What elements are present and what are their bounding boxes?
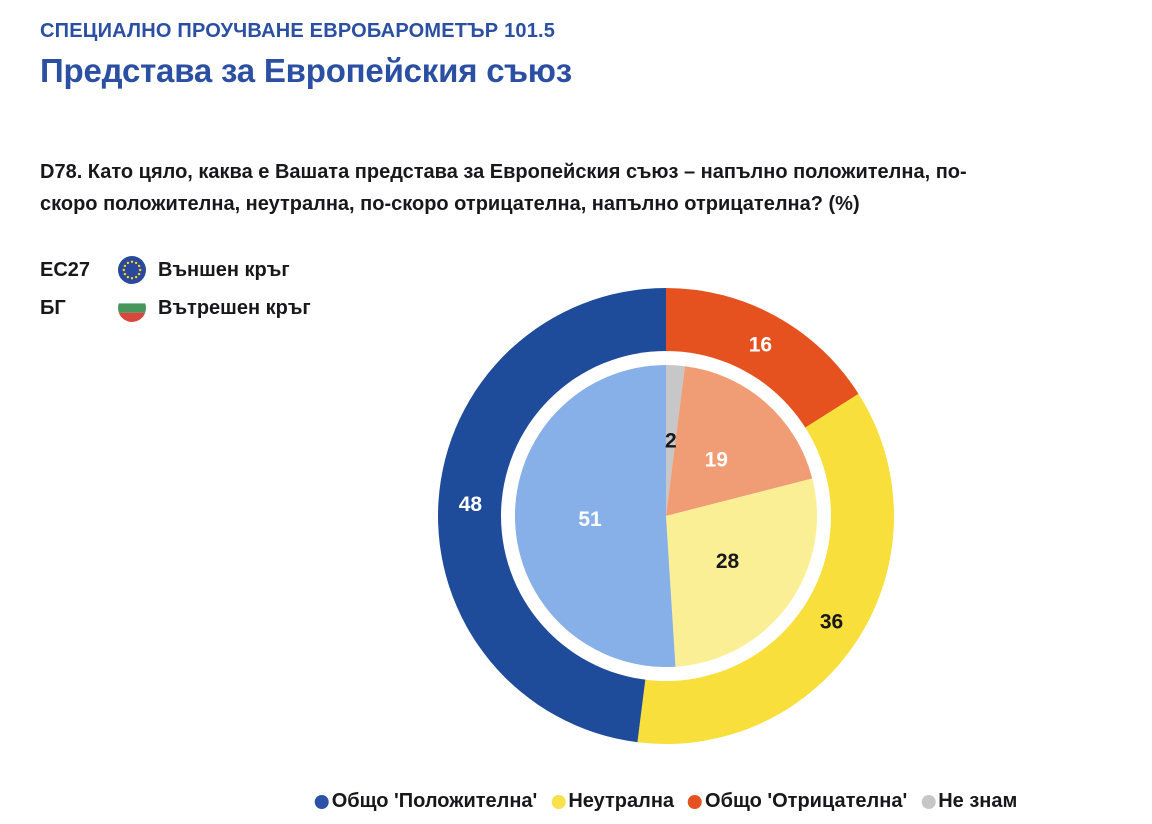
legend-item	[315, 790, 538, 813]
inner-ring-value-label-2: 28	[715, 550, 740, 574]
ring-legend-row-inner	[40, 292, 311, 324]
legend-dot	[921, 795, 935, 809]
question-line-1: D78. Като цяло, каква е Вашата представа за Европейския съюз – напълно положителна, по-	[40, 161, 967, 183]
eu-flag-icon	[118, 256, 146, 284]
ring-legend-entity-bg: БГ	[40, 296, 66, 319]
legend-label: Общо 'Отрицателна'	[705, 790, 908, 812]
legend-dot	[688, 795, 702, 809]
page-title: Представа за Европейския съюз	[40, 52, 572, 89]
question-line-2: скоро положителна, неутрална, по-скоро отрицателна, напълно отрицателна? (%)	[40, 193, 860, 215]
donut-chart	[438, 288, 894, 744]
outer-ring-value-label-2: 48	[458, 493, 483, 517]
ring-legend-entity-eu27: ЕС27	[40, 258, 91, 281]
survey-eyebrow: СПЕЦИАЛНО ПРОУЧВАНЕ ЕВРОБАРОМЕТЪР 101.5	[40, 20, 556, 42]
ring-legend-row-outer	[40, 254, 311, 286]
outer-ring-value-label-1: 36	[819, 610, 844, 634]
ring-legend-label-inner: Вътрешен кръг	[158, 296, 311, 319]
legend-item	[688, 790, 907, 813]
inner-ring-value-label-3: 51	[578, 507, 602, 531]
legend-label: Не знам	[938, 790, 1018, 812]
legend-item	[551, 790, 674, 813]
ring-legend	[40, 254, 311, 330]
legend-label: Неутрална	[568, 790, 675, 812]
bg-flag-icon	[118, 294, 146, 322]
outer-ring-value-label-0: 16	[748, 333, 773, 357]
legend-dot	[315, 795, 329, 809]
inner-ring-value-label-0: 2	[664, 429, 677, 453]
inner-ring-value-label-1: 19	[704, 448, 728, 472]
legend-item	[921, 790, 1017, 813]
chart-legend	[315, 790, 1018, 813]
ring-legend-label-outer: Външен кръг	[158, 258, 290, 281]
legend-label: Общо 'Положителна'	[331, 790, 538, 812]
legend-dot	[551, 795, 565, 809]
question-text	[40, 156, 1140, 220]
